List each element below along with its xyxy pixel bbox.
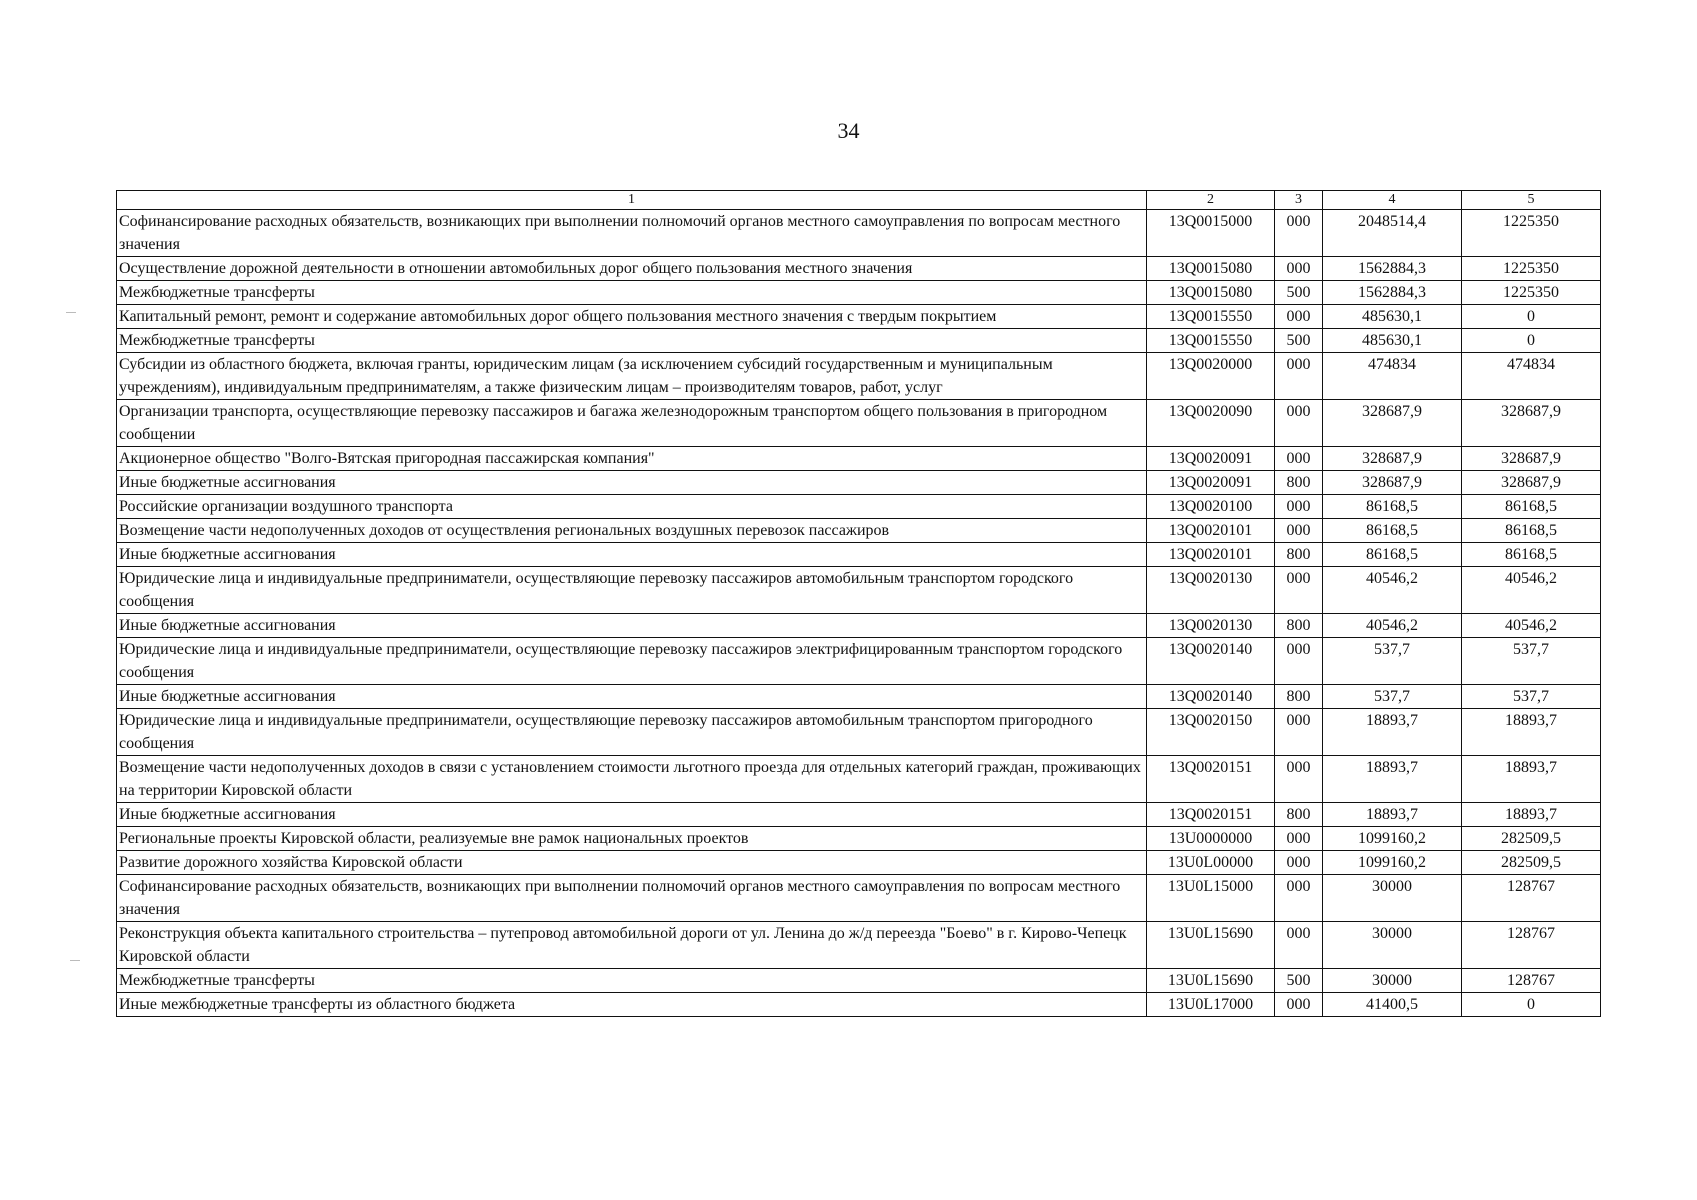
row-value-col5-cell: 1225350 [1462, 210, 1601, 257]
row-name-cell: Иные бюджетные ассигнования [117, 543, 1147, 567]
row-expense-type-cell: 500 [1275, 281, 1323, 305]
row-expense-type-cell: 000 [1275, 922, 1323, 969]
row-name-cell: Реконструкция объекта капитального строительства – путепровод автомобильной дороги от ул. Ленина до ж/д переезда "Боево" в г. Кирово-Чепецк Кировской области [117, 922, 1147, 969]
row-value-col4-cell: 30000 [1323, 969, 1462, 993]
table-row [117, 969, 1601, 993]
table-row [117, 447, 1601, 471]
row-name-cell: Межбюджетные трансферты [117, 969, 1147, 993]
row-expense-type-cell: 500 [1275, 329, 1323, 353]
row-expense-type-cell: 000 [1275, 447, 1323, 471]
row-expense-type-cell: 500 [1275, 969, 1323, 993]
row-value-col4-cell: 1562884,3 [1323, 281, 1462, 305]
row-value-col4-cell: 18893,7 [1323, 709, 1462, 756]
row-name-cell: Иные бюджетные ассигнования [117, 803, 1147, 827]
row-code-cell: 13Q0015080 [1147, 257, 1275, 281]
header-row [117, 191, 1601, 210]
table-row [117, 685, 1601, 709]
row-expense-type-cell: 000 [1275, 519, 1323, 543]
row-value-col5-cell: 474834 [1462, 353, 1601, 400]
row-name-cell: Межбюджетные трансферты [117, 281, 1147, 305]
table-row [117, 353, 1601, 400]
row-name-cell: Иные бюджетные ассигнования [117, 614, 1147, 638]
scan-mark [70, 960, 80, 961]
row-code-cell: 13Q0020151 [1147, 803, 1275, 827]
table-row [117, 519, 1601, 543]
row-name-cell: Иные бюджетные ассигнования [117, 685, 1147, 709]
row-code-cell: 13Q0015080 [1147, 281, 1275, 305]
table-row [117, 827, 1601, 851]
row-value-col4-cell: 86168,5 [1323, 543, 1462, 567]
row-code-cell: 13Q0015000 [1147, 210, 1275, 257]
row-value-col5-cell: 18893,7 [1462, 756, 1601, 803]
row-value-col4-cell: 328687,9 [1323, 400, 1462, 447]
row-value-col5-cell: 537,7 [1462, 685, 1601, 709]
row-code-cell: 13U0L15690 [1147, 969, 1275, 993]
row-name-cell: Юридические лица и индивидуальные предприниматели, осуществляющие перевозку пассажиров автомобильным транспортом городского сообщения [117, 567, 1147, 614]
row-expense-type-cell: 000 [1275, 993, 1323, 1017]
row-value-col4-cell: 485630,1 [1323, 305, 1462, 329]
row-value-col4-cell: 18893,7 [1323, 756, 1462, 803]
row-code-cell: 13Q0020130 [1147, 614, 1275, 638]
row-code-cell: 13U0000000 [1147, 827, 1275, 851]
row-name-cell: Иные межбюджетные трансферты из областного бюджета [117, 993, 1147, 1017]
row-value-col4-cell: 537,7 [1323, 638, 1462, 685]
row-value-col5-cell: 128767 [1462, 875, 1601, 922]
table-row [117, 400, 1601, 447]
row-value-col5-cell: 0 [1462, 329, 1601, 353]
row-value-col5-cell: 128767 [1462, 922, 1601, 969]
row-name-cell: Юридические лица и индивидуальные предприниматели, осуществляющие перевозку пассажиров электрифицированным транспортом городского сообщения [117, 638, 1147, 685]
row-value-col4-cell: 30000 [1323, 922, 1462, 969]
row-name-cell: Возмещение части недополученных доходов в связи с установлением стоимости льготного проезда для отдельных категорий граждан, проживающих на территории Кировской области [117, 756, 1147, 803]
row-name-cell: Софинансирование расходных обязательств, возникающих при выполнении полномочий органов местного самоуправления по вопросам местного значения [117, 210, 1147, 257]
row-code-cell: 13U0L15690 [1147, 922, 1275, 969]
row-name-cell: Капитальный ремонт, ремонт и содержание автомобильных дорог общего пользования местного значения с твердым покрытием [117, 305, 1147, 329]
row-value-col5-cell: 0 [1462, 993, 1601, 1017]
column-header-4: 4 [1323, 191, 1462, 210]
row-value-col5-cell: 0 [1462, 305, 1601, 329]
row-value-col4-cell: 328687,9 [1323, 471, 1462, 495]
table-row [117, 567, 1601, 614]
table-body [117, 210, 1601, 1017]
row-value-col5-cell: 282509,5 [1462, 851, 1601, 875]
row-expense-type-cell: 000 [1275, 353, 1323, 400]
row-value-col5-cell: 1225350 [1462, 257, 1601, 281]
row-code-cell: 13Q0020101 [1147, 543, 1275, 567]
row-value-col5-cell: 18893,7 [1462, 803, 1601, 827]
row-value-col5-cell: 282509,5 [1462, 827, 1601, 851]
column-header-1: 1 [117, 191, 1147, 210]
row-value-col5-cell: 328687,9 [1462, 447, 1601, 471]
row-name-cell: Осуществление дорожной деятельности в отношении автомобильных дорог общего пользования местного значения [117, 257, 1147, 281]
table-row [117, 709, 1601, 756]
row-name-cell: Организации транспорта, осуществляющие перевозку пассажиров и багажа железнодорожным транспортом общего пользования в пригородном сообщении [117, 400, 1147, 447]
row-value-col5-cell: 86168,5 [1462, 519, 1601, 543]
row-value-col4-cell: 40546,2 [1323, 614, 1462, 638]
row-value-col5-cell: 537,7 [1462, 638, 1601, 685]
row-value-col5-cell: 86168,5 [1462, 495, 1601, 519]
row-value-col4-cell: 18893,7 [1323, 803, 1462, 827]
table-row [117, 638, 1601, 685]
row-code-cell: 13Q0020000 [1147, 353, 1275, 400]
row-expense-type-cell: 800 [1275, 614, 1323, 638]
table-row [117, 756, 1601, 803]
row-expense-type-cell: 800 [1275, 803, 1323, 827]
row-expense-type-cell: 000 [1275, 210, 1323, 257]
row-expense-type-cell: 000 [1275, 638, 1323, 685]
table-row [117, 922, 1601, 969]
row-name-cell: Субсидии из областного бюджета, включая гранты, юридическим лицам (за исключением субсидий государственным и муниципальным учреждениям), индивидуальным предпринимателям, а также физическим лицам – производителям товаров, работ, услуг [117, 353, 1147, 400]
column-header-2: 2 [1147, 191, 1275, 210]
row-value-col4-cell: 86168,5 [1323, 519, 1462, 543]
row-code-cell: 13Q0020140 [1147, 685, 1275, 709]
row-code-cell: 13Q0015550 [1147, 305, 1275, 329]
budget-table [116, 190, 1601, 1017]
row-expense-type-cell: 000 [1275, 305, 1323, 329]
row-code-cell: 13Q0020091 [1147, 447, 1275, 471]
table-row [117, 210, 1601, 257]
row-expense-type-cell: 000 [1275, 827, 1323, 851]
row-value-col5-cell: 128767 [1462, 969, 1601, 993]
row-code-cell: 13Q0020100 [1147, 495, 1275, 519]
row-name-cell: Межбюджетные трансферты [117, 329, 1147, 353]
row-code-cell: 13Q0020101 [1147, 519, 1275, 543]
table-row [117, 614, 1601, 638]
row-value-col5-cell: 328687,9 [1462, 471, 1601, 495]
row-expense-type-cell: 800 [1275, 471, 1323, 495]
row-name-cell: Региональные проекты Кировской области, реализуемые вне рамок национальных проектов [117, 827, 1147, 851]
table-row [117, 329, 1601, 353]
row-name-cell: Российские организации воздушного транспорта [117, 495, 1147, 519]
row-expense-type-cell: 000 [1275, 567, 1323, 614]
row-code-cell: 13Q0020151 [1147, 756, 1275, 803]
row-expense-type-cell: 000 [1275, 709, 1323, 756]
row-name-cell: Развитие дорожного хозяйства Кировской области [117, 851, 1147, 875]
row-code-cell: 13Q0020090 [1147, 400, 1275, 447]
table-row [117, 851, 1601, 875]
row-value-col4-cell: 30000 [1323, 875, 1462, 922]
row-value-col4-cell: 86168,5 [1323, 495, 1462, 519]
row-expense-type-cell: 000 [1275, 495, 1323, 519]
row-code-cell: 13Q0015550 [1147, 329, 1275, 353]
row-expense-type-cell: 000 [1275, 851, 1323, 875]
row-code-cell: 13Q0020091 [1147, 471, 1275, 495]
row-name-cell: Юридические лица и индивидуальные предприниматели, осуществляющие перевозку пассажиров автомобильным транспортом пригородного сообщения [117, 709, 1147, 756]
row-value-col5-cell: 18893,7 [1462, 709, 1601, 756]
row-expense-type-cell: 800 [1275, 543, 1323, 567]
row-value-col4-cell: 485630,1 [1323, 329, 1462, 353]
row-value-col5-cell: 40546,2 [1462, 614, 1601, 638]
row-expense-type-cell: 000 [1275, 257, 1323, 281]
row-value-col4-cell: 328687,9 [1323, 447, 1462, 471]
row-code-cell: 13Q0020130 [1147, 567, 1275, 614]
row-value-col4-cell: 41400,5 [1323, 993, 1462, 1017]
table-row [117, 281, 1601, 305]
table-row [117, 305, 1601, 329]
row-value-col4-cell: 40546,2 [1323, 567, 1462, 614]
row-value-col4-cell: 1562884,3 [1323, 257, 1462, 281]
column-header-5: 5 [1462, 191, 1601, 210]
row-value-col4-cell: 1099160,2 [1323, 827, 1462, 851]
row-name-cell: Возмещение части недополученных доходов от осуществления региональных воздушных перевозок пассажиров [117, 519, 1147, 543]
table-row [117, 803, 1601, 827]
row-code-cell: 13U0L15000 [1147, 875, 1275, 922]
row-name-cell: Софинансирование расходных обязательств, возникающих при выполнении полномочий органов местного самоуправления по вопросам местного значения [117, 875, 1147, 922]
table-row [117, 495, 1601, 519]
row-value-col5-cell: 1225350 [1462, 281, 1601, 305]
row-name-cell: Акционерное общество "Волго-Вятская пригородная пассажирская компания" [117, 447, 1147, 471]
row-value-col4-cell: 474834 [1323, 353, 1462, 400]
row-expense-type-cell: 000 [1275, 756, 1323, 803]
table-row [117, 875, 1601, 922]
row-code-cell: 13U0L00000 [1147, 851, 1275, 875]
table-row [117, 257, 1601, 281]
row-value-col4-cell: 1099160,2 [1323, 851, 1462, 875]
row-expense-type-cell: 000 [1275, 400, 1323, 447]
row-value-col4-cell: 537,7 [1323, 685, 1462, 709]
row-value-col5-cell: 86168,5 [1462, 543, 1601, 567]
row-value-col5-cell: 40546,2 [1462, 567, 1601, 614]
row-value-col5-cell: 328687,9 [1462, 400, 1601, 447]
row-value-col4-cell: 2048514,4 [1323, 210, 1462, 257]
row-code-cell: 13Q0020140 [1147, 638, 1275, 685]
scan-mark [66, 312, 76, 313]
row-code-cell: 13U0L17000 [1147, 993, 1275, 1017]
table-row [117, 471, 1601, 495]
page-number: 34 [837, 118, 860, 143]
row-code-cell: 13Q0020150 [1147, 709, 1275, 756]
column-header-3: 3 [1275, 191, 1323, 210]
row-name-cell: Иные бюджетные ассигнования [117, 471, 1147, 495]
table-row [117, 993, 1601, 1017]
row-expense-type-cell: 000 [1275, 875, 1323, 922]
row-expense-type-cell: 800 [1275, 685, 1323, 709]
table-row [117, 543, 1601, 567]
